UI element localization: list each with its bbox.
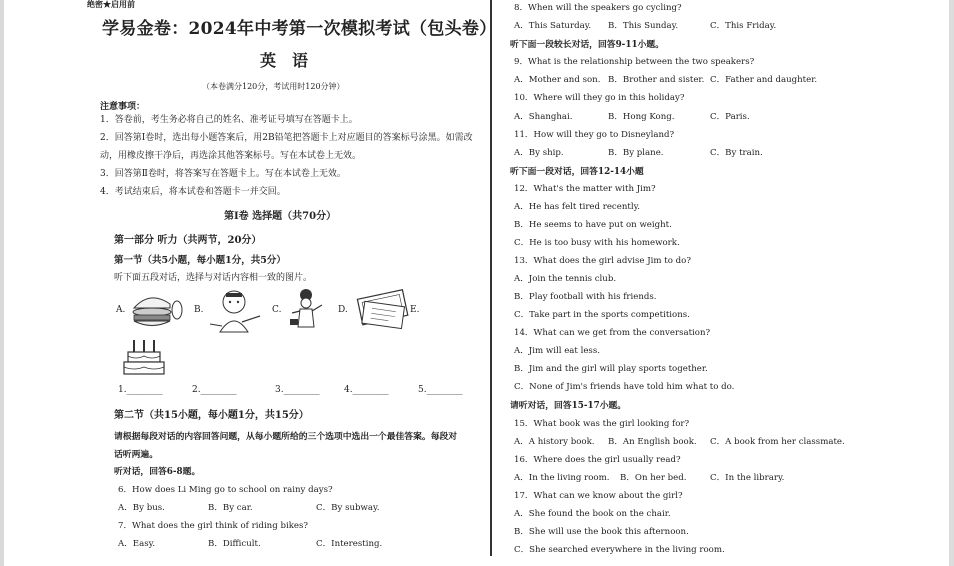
question-15: 15．What book was the girl looking for? [514, 419, 690, 429]
q17-option-a: A．She found the book on the chair. [514, 509, 671, 519]
q14-option-c: C．None of Jim's friends have told him what to do. [514, 382, 735, 392]
answer-blank-3: 3.________ [275, 385, 320, 395]
sec2-title: 第二节（共15小题，每小题1分，共15分） [114, 410, 309, 421]
q10-option-a: A．Shanghai. [514, 112, 573, 122]
q10-option-c: C．Paris. [710, 112, 750, 122]
q16-option-a: A．In the living room. [514, 473, 610, 483]
q11-option-a: A．By ship. [514, 148, 564, 158]
notice-item-4: 4．考试结束后，将本试卷和答题卡一并交回。 [100, 187, 286, 197]
q13-option-a: A．Join the tennis club. [514, 274, 617, 284]
notice-item-1: 1．答卷前，考生务必将自己的姓名、准考证号填写在答题卡上。 [100, 115, 358, 125]
question-12: 12．What's the matter with Jim? [514, 184, 656, 194]
question-8: 8．When will the speakers go cycling? [514, 3, 682, 13]
q11-option-b: B．By plane. [608, 148, 664, 158]
pic-label-a: A. [116, 305, 126, 315]
secret-mark: 绝密★启用前 [87, 0, 135, 9]
score-note: （本卷满分120分，考试用时120分钟） [202, 82, 345, 91]
heading-12-14: 听下面一段对话，回答12-14小题 [510, 167, 644, 177]
answer-blank-4: 4.________ [344, 385, 389, 395]
q15-option-c: C．A book from her classmate. [710, 437, 845, 447]
answer-blank-5: 5.________ [418, 385, 463, 395]
q13-option-b: B．Play football with his friends. [514, 292, 657, 302]
q6-option-a: A．By bus. [118, 503, 165, 513]
q12-option-a: A．He has felt tired recently. [514, 202, 641, 212]
answer-blank-1: 1.________ [118, 385, 163, 395]
column-divider [490, 0, 492, 556]
q14-option-b: B．Jim and the girl will play sports together. [514, 364, 708, 374]
notice-item-2: 2．回答第Ⅰ卷时，选出每小题答案后，用2B铅笔把答题卡上对应题目的答案标号涂黑。如需改动，用橡皮擦干净后，再选涂其他答案标号。写在本试卷上无效。 [100, 133, 473, 161]
question-11: 11．How will they go to Disneyland? [514, 130, 675, 140]
q15-option-b: B．An English book. [608, 437, 697, 447]
question-9: 9．What is the relationship between the two speakers? [514, 57, 755, 67]
q9-option-b: B．Brother and sister. [608, 75, 705, 85]
q8-option-a: A．This Saturday. [514, 21, 592, 31]
subject-title: 英语 [260, 51, 325, 70]
q16-option-b: B．On her bed. [620, 473, 687, 483]
sec1-title: 第一节（共5小题，每小题1分，共5分） [114, 255, 286, 266]
notice-heading: 注意事项： [100, 102, 146, 112]
question-17: 17．What can we know about the girl? [514, 491, 683, 501]
pic-label-b: B. [194, 305, 204, 315]
pic-label-d: D. [338, 305, 348, 315]
birthday-cake-picture [122, 336, 166, 378]
q14-option-a: A．Jim will eat less. [514, 346, 600, 356]
question-14: 14．What can we get from the conversation? [514, 328, 711, 338]
q9-option-c: C．Father and daughter. [710, 75, 818, 85]
section-title: 第一部分 听力（共两节，20分） [114, 235, 262, 246]
notice-item-3: 3．回答第Ⅱ卷时，将答案写在答题卡上。写在本试卷上无效。 [100, 169, 346, 179]
page-edge-right [949, 0, 954, 566]
q17-option-b: B．She will use the book this afternoon. [514, 527, 689, 537]
doctor-picture [206, 288, 264, 336]
pic-label-e: E. [410, 305, 420, 315]
heading-15-17: 请听对话，回答15-17小题。 [510, 401, 627, 411]
q16-option-c: C．In the library. [710, 473, 785, 483]
question-10: 10．Where will they go in this holiday? [514, 93, 685, 103]
q7-option-c: C．Interesting. [316, 539, 383, 549]
chef-picture [288, 287, 324, 331]
listen-6-8-heading: 听对话，回答6-8题。 [114, 467, 201, 477]
q15-option-a: A．A history book. [514, 437, 595, 447]
q7-option-a: A．Easy. [118, 539, 156, 549]
hamburger-picture [130, 290, 186, 332]
q11-option-c: C．By train. [710, 148, 763, 158]
q17-option-c: C．She searched everywhere in the living room. [514, 545, 725, 555]
volume-title: 第Ⅰ卷 选择题（共70分） [224, 211, 337, 222]
heading-9-11: 听下面一段较长对话，回答9-11小题。 [510, 40, 664, 50]
q12-option-b: B．He seems to have put on weight. [514, 220, 672, 230]
question-6: 6．How does Li Ming go to school on rainy days? [118, 485, 333, 495]
q6-option-b: B．By car. [208, 503, 253, 513]
question-16: 16．Where does the girl usually read? [514, 455, 681, 465]
page-edge-left [0, 0, 4, 566]
sec2-instruction-2: 话听两遍。 [114, 450, 158, 460]
pic-label-c: C. [272, 305, 282, 315]
answer-blank-2: 2.________ [192, 385, 237, 395]
question-7: 7．What does the girl think of riding bikes? [118, 521, 309, 531]
q6-option-c: C．By subway. [316, 503, 380, 513]
exam-title: 学易金卷：2024年中考第一次模拟考试（包头卷） [102, 19, 497, 39]
q7-option-b: B．Difficult. [208, 539, 261, 549]
q10-option-b: B．Hong Kong. [608, 112, 675, 122]
sec2-instruction-1: 请根据每段对话的内容回答问题，从每小题所给的三个选项中选出一个最佳答案。每段对 [114, 432, 458, 442]
q13-option-c: C．Take part in the sports competitions. [514, 310, 690, 320]
q12-option-c: C．He is too busy with his homework. [514, 238, 680, 248]
q9-option-a: A．Mother and son. [514, 75, 601, 85]
sec1-instruction: 听下面五段对话，选择与对话内容相一致的图片。 [114, 273, 313, 283]
question-13: 13．What does the girl advise Jim to do? [514, 256, 691, 266]
ticket-picture [354, 288, 414, 330]
q8-option-b: B．This Sunday. [608, 21, 679, 31]
q8-option-c: C．This Friday. [710, 21, 777, 31]
